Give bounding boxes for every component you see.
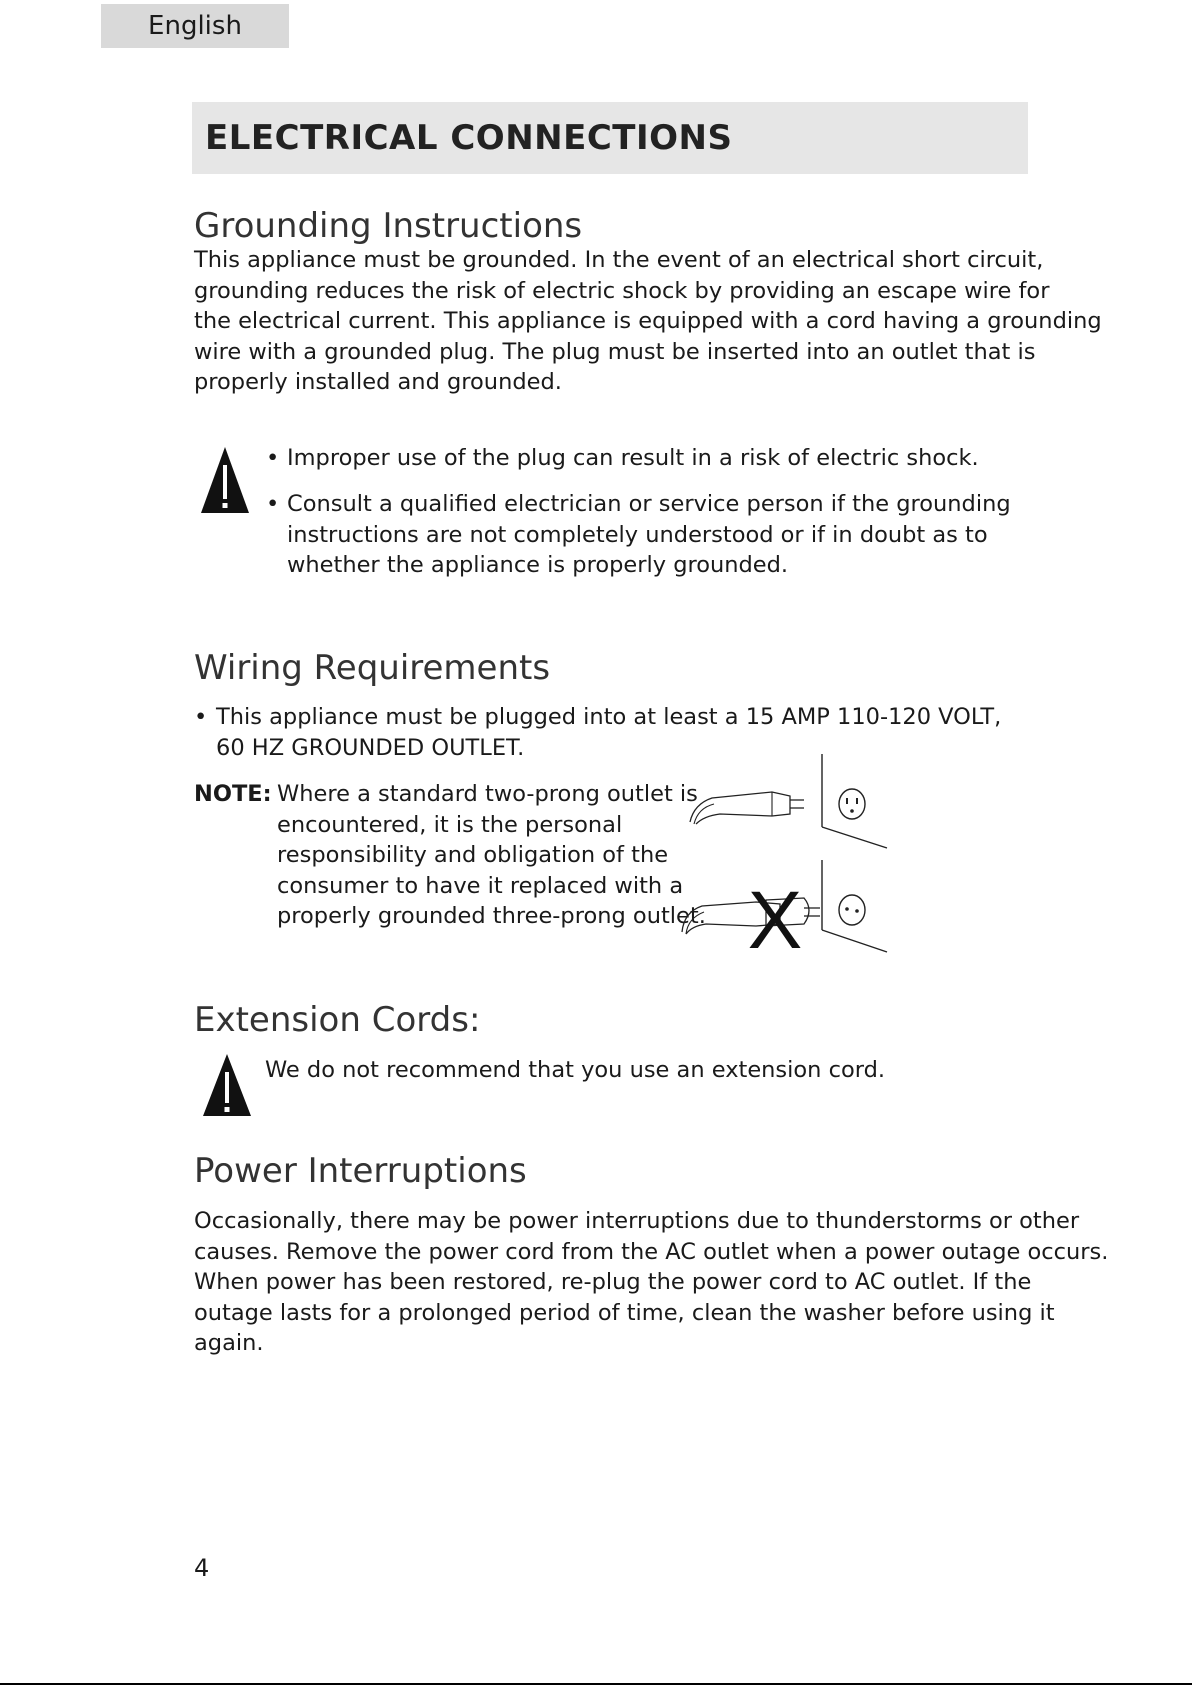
warning-triangle-icon	[201, 1052, 253, 1118]
page-number: 4	[194, 1554, 210, 1582]
extension-heading: Extension Cords:	[194, 1000, 481, 1040]
wiring-heading: Wiring Requirements	[194, 648, 551, 688]
outlet-icon	[839, 895, 865, 925]
bullet-text: 60 HZ GROUNDED OUTLET.	[216, 734, 525, 761]
note-line: encountered, it is the personal	[277, 811, 623, 838]
paragraph-line: Occasionally, there may be power interruptions due to thunderstorms or other	[194, 1208, 1080, 1234]
bullet-text: instructions are not completely understood or if in doubt as to	[287, 521, 988, 548]
note-label: NOTE:	[194, 781, 272, 807]
plug-icon	[690, 792, 804, 824]
paragraph-line: the electrical current. This appliance is equipped with a cord having a grounding	[194, 308, 1102, 334]
paragraph-line: wire with a grounded plug. The plug must be inserted into an outlet that is	[194, 338, 1036, 365]
paragraph-line: This appliance must be grounded. In the event of an electrical short circuit,	[194, 247, 1044, 273]
bullet-marker: •	[266, 491, 280, 517]
note-line: consumer to have it replaced with a	[277, 872, 684, 899]
grounding-heading: Grounding Instructions	[194, 206, 583, 246]
power-heading: Power Interruptions	[194, 1151, 527, 1191]
outlet-illustration	[680, 752, 895, 962]
paragraph-line: When power has been restored, re-plug the power cord to AC outlet. If the	[194, 1269, 1032, 1295]
bullet-text: whether the appliance is properly grounded.	[287, 552, 789, 578]
crossed-out-mark: X	[747, 875, 803, 962]
bullet-text: Consult a qualified electrician or service person if the grounding	[287, 491, 1011, 517]
paragraph-line: causes. Remove the power cord from the AC outlet when a power outage occurs.	[194, 1238, 1109, 1265]
paragraph-line: properly installed and grounded.	[194, 369, 562, 395]
language-tab: English	[101, 4, 289, 48]
paragraph-line: again.	[194, 1330, 264, 1356]
bullet-text: Improper use of the plug can result in a risk of electric shock.	[287, 445, 979, 471]
note-line: Where a standard two-prong outlet is	[277, 781, 698, 807]
bullet-marker: •	[194, 704, 208, 730]
paragraph-line: grounding reduces the risk of electric shock by providing an escape wire for	[194, 277, 1050, 304]
section-title: ELECTRICAL CONNECTIONS	[205, 118, 733, 158]
warning-triangle-icon	[199, 445, 251, 515]
bullet-text: This appliance must be plugged into at least a 15 AMP 110-120 VOLT,	[216, 704, 1002, 730]
grounded-outlet-scene	[690, 754, 887, 848]
paragraph-line: outage lasts for a prolonged period of time, clean the washer before using it	[194, 1299, 1055, 1326]
bullet-marker: •	[266, 445, 280, 471]
extension-text: We do not recommend that you use an extension cord.	[265, 1057, 886, 1083]
note-line: properly grounded three-prong outlet.	[277, 903, 706, 929]
outlet-icon	[839, 789, 865, 819]
note-line: responsibility and obligation of the	[277, 842, 669, 868]
section-banner	[192, 102, 1028, 174]
